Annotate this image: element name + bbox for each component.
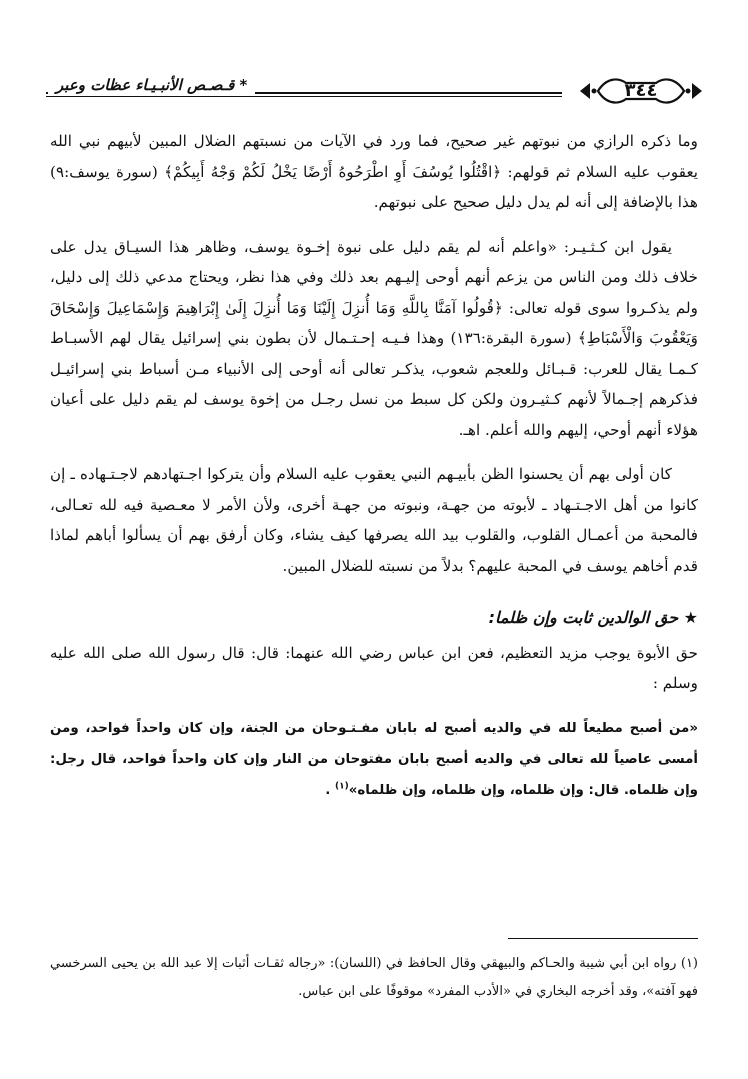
footnote-marker: (١)	[334, 781, 349, 792]
page-number-ornament	[576, 74, 706, 108]
page-header	[36, 72, 712, 112]
page-number: ٣٤٤	[624, 80, 658, 101]
footnotes	[50, 950, 698, 1006]
paragraph-razi: وما ذكره الرازي من نبوتهم غير صحيح، فما ورد في الآيات من نسبتهم الضلال المبين لأبيهم نبي الله يعقوب عليه السلام ثم قولهم: ﴿اقْتُلُوا يُوسُفَ أَوِ اطْرَحُوهُ أَرْضًا يَخْلُ لَكُمْ وَجْهُ أَبِيكُمْ﴾ (سورة يوسف:٩) هذا بالإضافة إلى أنه لم يدل دليل صحيح على نبوتهم.	[50, 132, 698, 211]
footnote-1: (١) رواه ابن أبي شيبة والحـاكم والبيهقي وقال الحافظ في (اللسان): «رجاله ثقـات أثبات إلا عبد الله بن يحيى السرخسي فهو آفته»، وقد أخرجه البخاري في «الأدب المفرد» موقوفًا على ابن عباس.	[50, 956, 698, 999]
section-heading: ★ حق الوالدين ثابت وإن ظلما:	[488, 608, 698, 627]
book-title: * قـصـص الأنبـيـاء عظات وعبر	[48, 76, 255, 94]
section-intro: حق الأبوة يوجب مزيد التعظيم، فعن ابن عباس رضي الله عنهما: قال: قال رسول الله صلى الله عليه وسلم :	[50, 643, 698, 692]
hadith-end: .	[325, 782, 335, 798]
hadith-quote	[50, 713, 698, 806]
hadith-text: «من أصبح مطيعاً لله في والديه أصبح له بابان مفـتـوحان من الجنة، وإن كان واحداً فواحد، ومن أمسى عاصياً لله تعالى في والديه أصبح بابان مفتوحان من النار وإن كان واحداً فواحد، قال رجل: وإن ظلماه. قال: وإن ظلماه، وإن ظلماه، وإن ظلماه»	[50, 720, 698, 798]
main-text	[50, 126, 698, 820]
paragraph-conclusion: كان أولى بهم أن يحسنوا الظن بأبيـهم النبي يعقوب عليه السلام وأن يتركوا اجـتهادهم لاجـتـهاده ـ إن كانوا من أهل الاجـتـهاد ـ لأبوته من جهـة، ونبوته من جهـة أخرى، ولأن الأمر لا معـصية فيه لله تعـالى، فالمحبة من أعمـال القلوب، والقلوب بيد الله يصرفها كيف يشاء، وكان أرفق بهم أن يسألوا أباهم لماذا قدم أخاهم يوسف في المحبة عليهم؟ بدلاً من نسبته للضلال المبين.	[50, 465, 698, 575]
footnote-separator	[508, 938, 698, 939]
paragraph-ibn-kathir: يقول ابن كـثـيـر: «واعلم أنه لم يقم دليل على نبوة إخـوة يوسف، وظاهر هذا السيـاق يدل على خلاف ذلك ومن الناس من يزعم أنهم أوحى إليـهم بعد ذلك وفي هذا نظر، ويحتاج مدعي ذلك إلى دليل، ولم يذكـروا سوى قوله تعالى: ﴿قُولُوا آمَنَّا بِاللَّهِ وَمَا أُنزِلَ إِلَيْنَا وَمَا أُنزِلَ إِلَىٰ إِبْرَاهِيمَ وَإِسْمَاعِيلَ وَإِسْحَاقَ وَيَعْقُوبَ وَالْأَسْبَاطِ﴾ (سورة البقرة:١٣٦) وهذا فـيـه إحـتـمال لأن بطون بني إسرائيل يقال لهم الأسبـاط كـمـا يقال للعرب: قـبـائل وللعجم شعوب، يذكـر تعالى أنه أوحى إلى الأنبياء مـن أسباط بني إسرائيـل فذكرهم إجـمالاً لأنهم كـثيـرون ولكن كل سبط من نسل رجـل من إخوة يوسف لم يقم دليل على أعيان هؤلاء أنهم أوحي، إليهم والله أعلم. اهـ.	[50, 237, 698, 439]
